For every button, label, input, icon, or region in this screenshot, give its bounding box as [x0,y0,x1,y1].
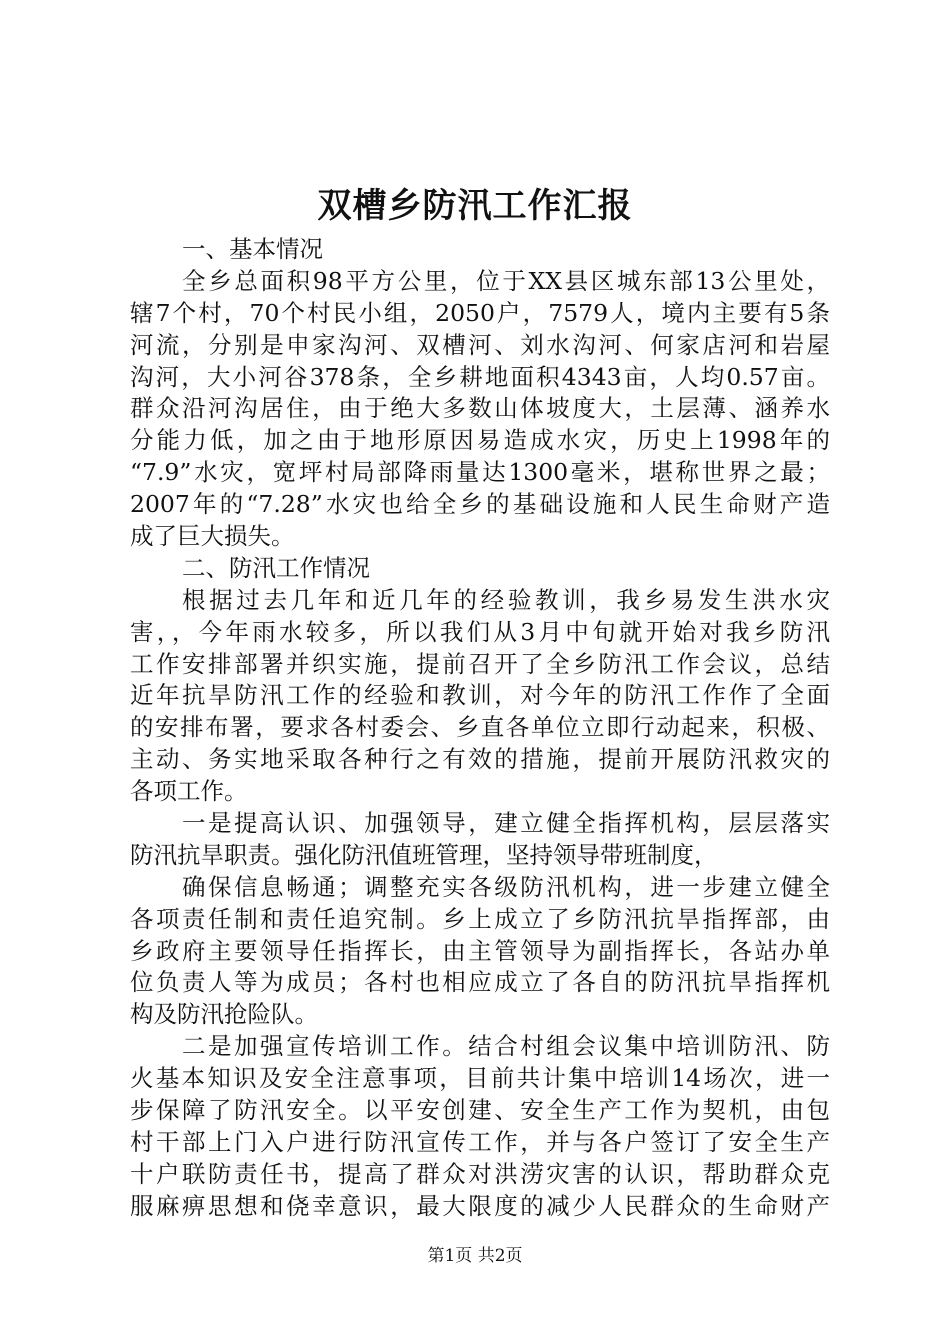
text-line: 步保障了防汛安全。以平安创建、安全生产工作为契机，由包 [130,1096,830,1125]
text-line: 确保信息畅通；调整充实各级防汛机构，进一步建立健全 [182,872,830,901]
text-line: 河流，分别是申家沟河、双槽河、刘水沟河、何家店河和岩屋 [130,330,830,359]
text-line: 害，，今年雨水较多，所以我们从3月中旬就开始对我乡防汛 [130,617,830,646]
text-line: 根据过去几年和近几年的经验教训，我乡易发生洪水灾 [182,585,830,614]
text-line: 十户联防责任书，提高了群众对洪涝灾害的认识，帮助群众克 [130,1159,830,1188]
text-line: 服麻痹思想和侥幸意识，最大限度的减少人民群众的生命财产 [130,1191,830,1220]
text-line: “7.9”水灾，宽坪村局部降雨量达1300毫米，堪称世界之最； [130,458,830,487]
document-body [130,234,830,1223]
text-line: 火基本知识及安全注意事项，目前共计集中培训14场次，进一 [130,1064,830,1093]
text-line: 一是提高认识、加强领导，建立健全指挥机构，层层落实 [182,809,830,838]
text-line: 近年抗旱防汛工作的经验和教训，对今年的防汛工作作了全面 [130,681,830,710]
text-line: 二是加强宣传培训工作。结合村组会议集中培训防汛、防 [182,1032,830,1061]
document-title: 双槽乡防汛工作汇报 [317,186,633,226]
text-line: 乡政府主要领导任指挥长，由主管领导为副指挥长，各站办单 [130,936,830,965]
text-line: 位负责人等为成员；各村也相应成立了各自的防汛抗旱指挥机 [130,968,830,997]
text-line: 成了巨大损失。 [130,522,295,551]
text-line: 2007年的“7.28”水灾也给全乡的基础设施和人民生命财产造 [130,490,830,519]
text-line: 沟河，大小河谷378条，全乡耕地面积4343亩，人均0.57亩。 [130,362,830,391]
text-line: 各项工作。 [130,777,248,806]
text-line: 的安排布署，要求各村委会、乡直各单位立即行动起来，积极、 [130,713,830,742]
section-heading: 一、基本情况 [182,235,323,263]
text-line: 分能力低，加之由于地形原因易造成水灾，历史上1998年的 [130,426,830,455]
text-line: 工作安排部署并织实施，提前召开了全乡防汛工作会议，总结 [130,649,830,678]
section-heading: 二、防汛工作情况 [182,553,370,582]
text-line: 全乡总面积98平方公里，位于XX县区城东部13公里处， [182,266,830,295]
page-footer: 第1页 共2页 [427,1246,523,1266]
text-line: 构及防汛抢险队。 [130,1000,318,1029]
text-line: 辖7个村，70个村民小组，2050户，7579人，境内主要有5条 [130,298,830,327]
text-line: 防汛抗旱职责。强化防汛值班管理，坚持领导带班制度， [130,840,718,869]
text-line: 主动、务实地采取各种行之有效的措施，提前开展防汛救灾的 [130,745,830,774]
text-line: 群众沿河沟居住，由于绝大多数山体坡度大，土层薄、涵养水 [130,394,830,423]
text-line: 村干部上门入户进行防汛宣传工作，并与各户签订了安全生产 [130,1127,830,1156]
text-line: 各项责任制和责任追究制。乡上成立了乡防汛抗旱指挥部，由 [130,904,830,933]
